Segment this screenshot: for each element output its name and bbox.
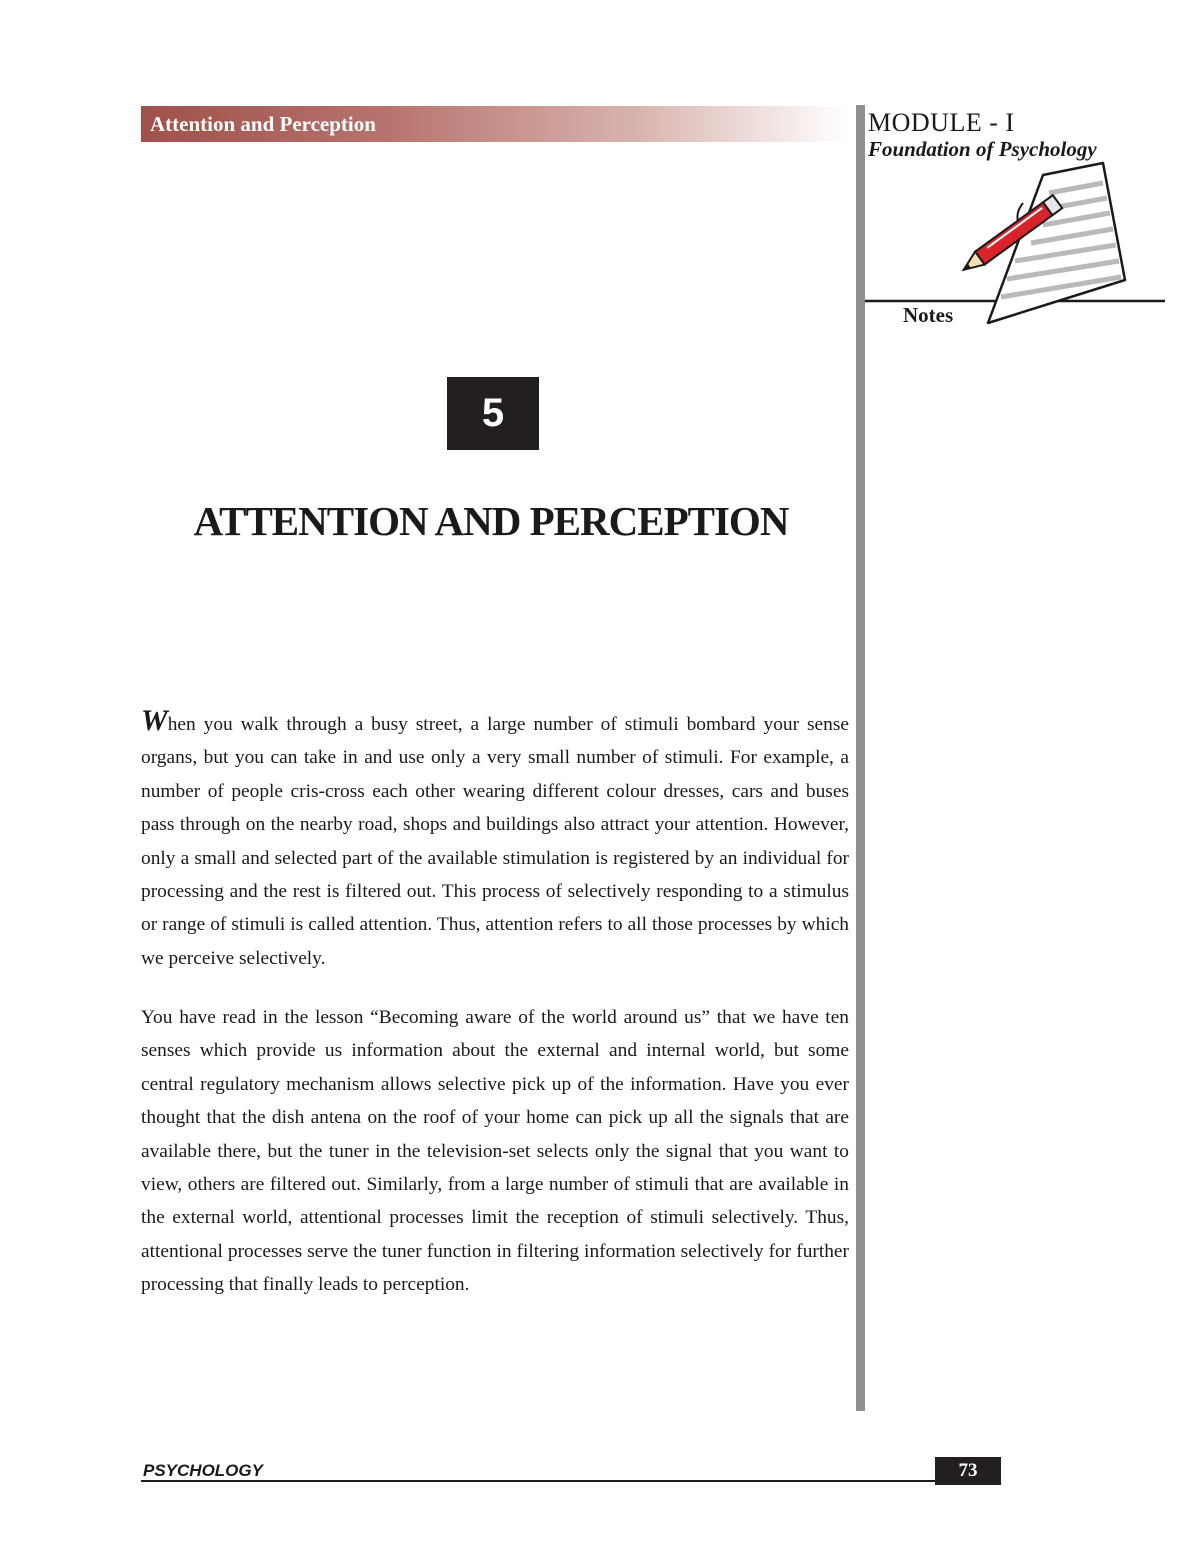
footer-subject: PSYCHOLOGY [143,1461,263,1480]
body-paragraph-1 [141,704,849,975]
footer-rule [141,1480,1001,1482]
module-title: MODULE - I [868,108,1015,137]
page-number: 73 [935,1457,1001,1485]
chapter-title: ATTENTION AND PERCEPTION [193,498,789,544]
notes-label: Notes [903,303,954,327]
section-header-label: Attention and Perception [150,112,376,136]
module-subtitle: Foundation of Psychology [868,137,1097,161]
body-paragraph-2: You have read in the lesson “Becoming aware of the world around us” that we have ten senses which provide us information about the external and internal world, but some central regulatory mechanism allows selective pick up of the information. Have you ever thought that the dish antena on the roof of your home can pick up all the signals that are available there, but the tuner in the television-set selects only the signal that you want to view, others are filtered out. Similarly, from a large number of stimuli that are available in the external world, attentional processes limit the reception of stimuli selectively. Thus, attentional processes serve the tuner function in filtering information selectively for further processing that finally leads to perception. [141,1007,849,1296]
paragraph-1-text: hen you walk through a busy street, a large number of stimuli bombard your sense organs, but you can take in and use only a very small number of stimuli. For example, a number of people cris-cross each other wearing different colour dresses, cars and buses pass through on the nearby road, shops and buildings also attract your attention. However, only a small and selected part of the available stimulation is registered by an individual for processing and the rest is filtered out. This process of selectively responding to a stimulus or range of stimuli is called attention. Thus, attention refers to all those processes by which we perceive selectively. [141,714,849,969]
chapter-number-badge: 5 [447,377,539,450]
margin-divider-bar [856,105,865,1411]
drop-cap: W [141,704,168,737]
section-header-band [141,106,848,142]
